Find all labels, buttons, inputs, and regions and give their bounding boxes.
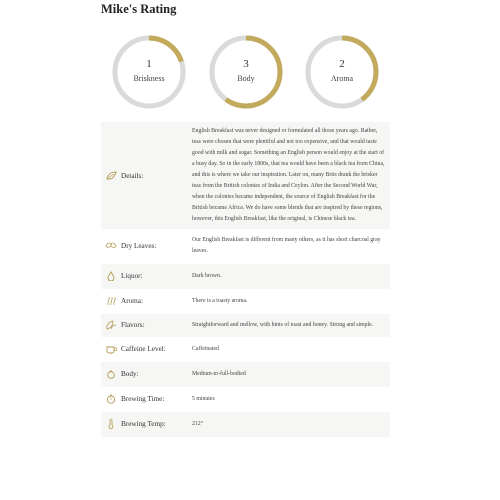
detail-row-brewing-temp [101, 412, 390, 437]
detail-value: Straightforward and mellow, with hints of toast and honey. Strong and simple. [187, 314, 390, 337]
rating-ring [111, 34, 187, 110]
detail-value: Medium-to-full-bodied [187, 362, 390, 387]
detail-row-aroma [101, 289, 390, 314]
detail-value: There is a toasty aroma. [192, 297, 248, 304]
detail-value: 212° [187, 412, 390, 437]
detail-row-liquor [101, 264, 390, 289]
flavor-leaves-icon [105, 320, 117, 330]
rating-ring [208, 34, 284, 110]
detail-label: Flavors: [121, 321, 145, 330]
leaf-info-icon [105, 171, 117, 181]
liquor-drop-icon [105, 271, 117, 281]
detail-label: Liquor: [121, 272, 143, 281]
dry-leaves-icon [105, 241, 117, 251]
rating-label: Body [237, 74, 255, 83]
detail-label: Brewing Temp: [121, 420, 166, 429]
detail-row-brewing-time [101, 387, 390, 412]
detail-row-details [101, 122, 390, 229]
tea-details-table [101, 122, 390, 437]
detail-label: Aroma: [121, 297, 143, 306]
rating-body [208, 34, 284, 110]
detail-row-flavors [101, 314, 390, 337]
detail-label: Body: [121, 370, 139, 379]
caffeine-cup-icon [105, 344, 117, 354]
detail-value: Our English Breakfast is different from many others, as it has short charcoal gray leaves. [192, 237, 381, 255]
timer-icon [105, 394, 117, 404]
rating-briskness [111, 34, 187, 110]
detail-row-caffeine [101, 337, 390, 362]
detail-value: Caffeinated [192, 345, 219, 352]
rating-label: Briskness [133, 74, 165, 83]
detail-label: Brewing Time: [121, 395, 165, 404]
rating-value: 3 [243, 58, 249, 70]
rating-label: Aroma [330, 74, 354, 83]
detail-value: English Breakfast was never designed or formulated all those years ago. Rather, teas were chosen that were plentiful and not too expensive, and that would taste good with milk and sugar. Something an English person would enjoy at the start of a busy day. So in the early 1800s, that tea would have been a black tea from China, and this is where we take our inspiration. Later on, many Brits drank the brisker teas from the British colonies of India and Ceylon. After the Second World War, when the colonies became independent, the source of English Breakfast for the British became Africa. We do have some blends that are inspired by these regions, however, this English Breakfast, like the original, is Chinese black tea. [187, 122, 390, 229]
detail-label: Details: [121, 171, 144, 180]
ratings-row [0, 0, 500, 120]
ratings-title: Mike's Rating [101, 2, 177, 16]
aroma-waves-icon [105, 296, 117, 306]
detail-row-body [101, 362, 390, 387]
detail-value: Dark brown. [187, 264, 390, 289]
detail-value: 5 minutes [192, 395, 215, 402]
body-pot-icon [105, 369, 117, 379]
thermometer-icon [105, 419, 117, 429]
detail-row-dry-leaves [101, 229, 390, 263]
rating-value: 1 [146, 58, 152, 70]
detail-label: Dry Leaves: [121, 242, 157, 251]
detail-label: Caffeine Level: [121, 345, 166, 354]
rating-value: 2 [339, 58, 345, 70]
rating-ring [304, 34, 380, 110]
rating-aroma [304, 34, 380, 110]
